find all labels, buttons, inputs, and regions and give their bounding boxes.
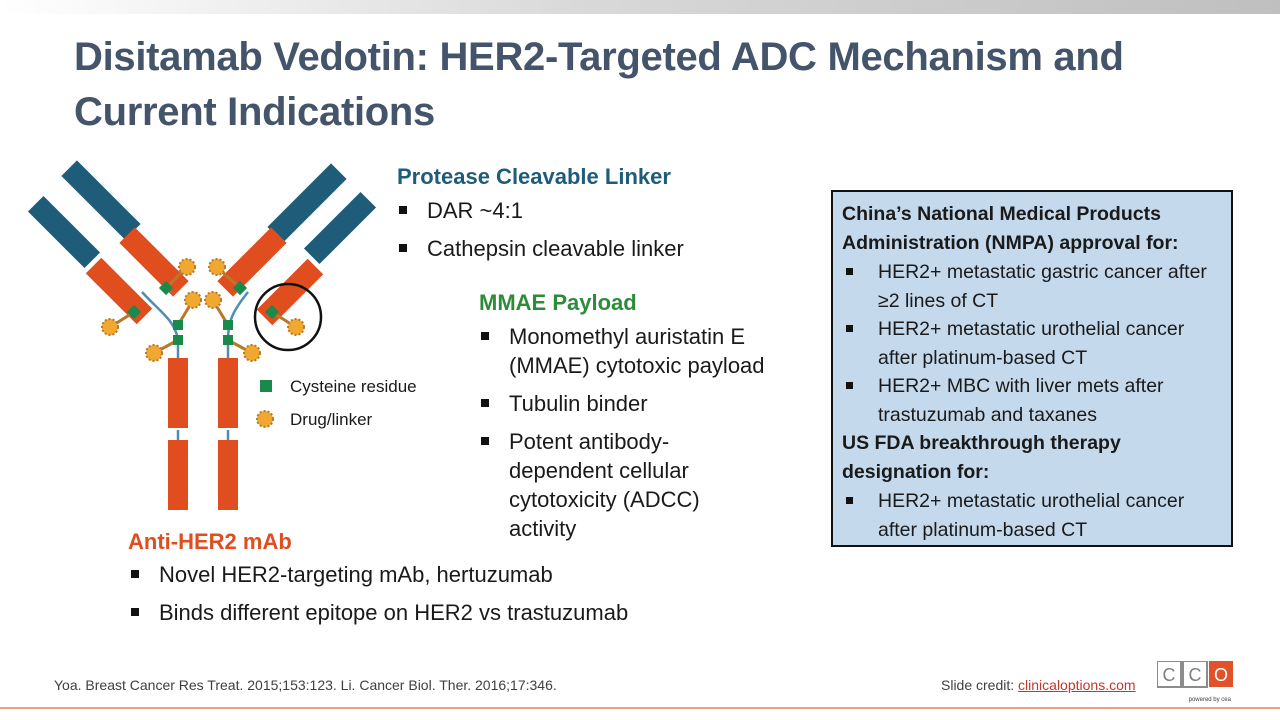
fda-heading: US FDA breakthrough therapy designation for: [842, 432, 1121, 483]
bottom-rule [0, 707, 1280, 709]
top-gradient-bar [0, 0, 1280, 14]
slide-title [74, 30, 1254, 140]
cysteine-legend-icon [260, 380, 272, 392]
mab-heading: Anti-HER2 mAb [128, 529, 292, 554]
payload-bullet: Monomethyl auristatin E (MMAE) cytotoxic payload [479, 322, 809, 380]
linker-bullet: DAR ~4:1 [397, 196, 727, 225]
nmpa-item: HER2+ metastatic urothelial cancer after platinum-based CT [842, 315, 1223, 372]
slide-credit [941, 677, 1136, 693]
nmpa-item: HER2+ MBC with liver mets after trastuzumab and taxanes [842, 372, 1223, 429]
credit-link[interactable]: clinicaloptions.com [1018, 677, 1136, 693]
fc-left-lower [168, 440, 188, 510]
linker-bullet: Cathepsin cleavable linker [397, 234, 727, 263]
nmpa-item: HER2+ metastatic gastric cancer after ≥2 lines of CT [842, 258, 1223, 315]
fda-item: HER2+ metastatic urothelial cancer after platinum-based CT [842, 487, 1223, 544]
credit-label: Slide credit: [941, 677, 1019, 693]
payload-bullets [479, 322, 809, 543]
legend-cysteine-label: Cysteine residue [290, 377, 417, 396]
left-inner-light-chain [28, 196, 100, 268]
payload-bullet: Tubulin binder [479, 389, 809, 418]
drug-legend-icon [257, 411, 273, 427]
linker-bullets [397, 196, 727, 263]
payload-heading: MMAE Payload [479, 290, 637, 315]
title-line-2: Current Indications [74, 90, 435, 134]
fc-left-upper [168, 358, 188, 428]
footer-reference: Yoa. Breast Cancer Res Treat. 2015;153:123. Li. Cancer Biol. Ther. 2016;17:346. [54, 677, 557, 693]
linker-heading: Protease Cleavable Linker [397, 164, 671, 189]
logo-letter-2: C [1188, 665, 1202, 685]
title-line-1: Disitamab Vedotin: HER2-Targeted ADC Mechanism and [74, 35, 1124, 79]
approval-box [831, 190, 1233, 547]
adc-antibody-diagram [0, 150, 460, 520]
mab-bullet: Binds different epitope on HER2 vs trastuzumab [129, 598, 749, 627]
left-fab-arm [28, 160, 189, 324]
payload-bullet: Potent antibody-dependent cellular cytotoxicity (ADCC) activity [479, 427, 739, 543]
mab-bullets [129, 560, 749, 627]
legend-drug-label: Drug/linker [290, 410, 373, 429]
nmpa-heading: China’s National Medical Products Administration (NMPA) approval for: [842, 203, 1179, 254]
fda-list [842, 487, 1223, 544]
cco-logo [1157, 661, 1233, 705]
left-inner-heavy-chain [86, 258, 152, 324]
fc-right-lower [218, 440, 238, 510]
fc-right-upper [218, 358, 238, 428]
logo-letter-3: O [1213, 665, 1229, 685]
logo-tagline: powered by cea [1188, 697, 1231, 703]
nmpa-list [842, 258, 1223, 429]
logo-letter-1: C [1162, 665, 1176, 685]
mab-bullet: Novel HER2-targeting mAb, hertuzumab [129, 560, 749, 589]
